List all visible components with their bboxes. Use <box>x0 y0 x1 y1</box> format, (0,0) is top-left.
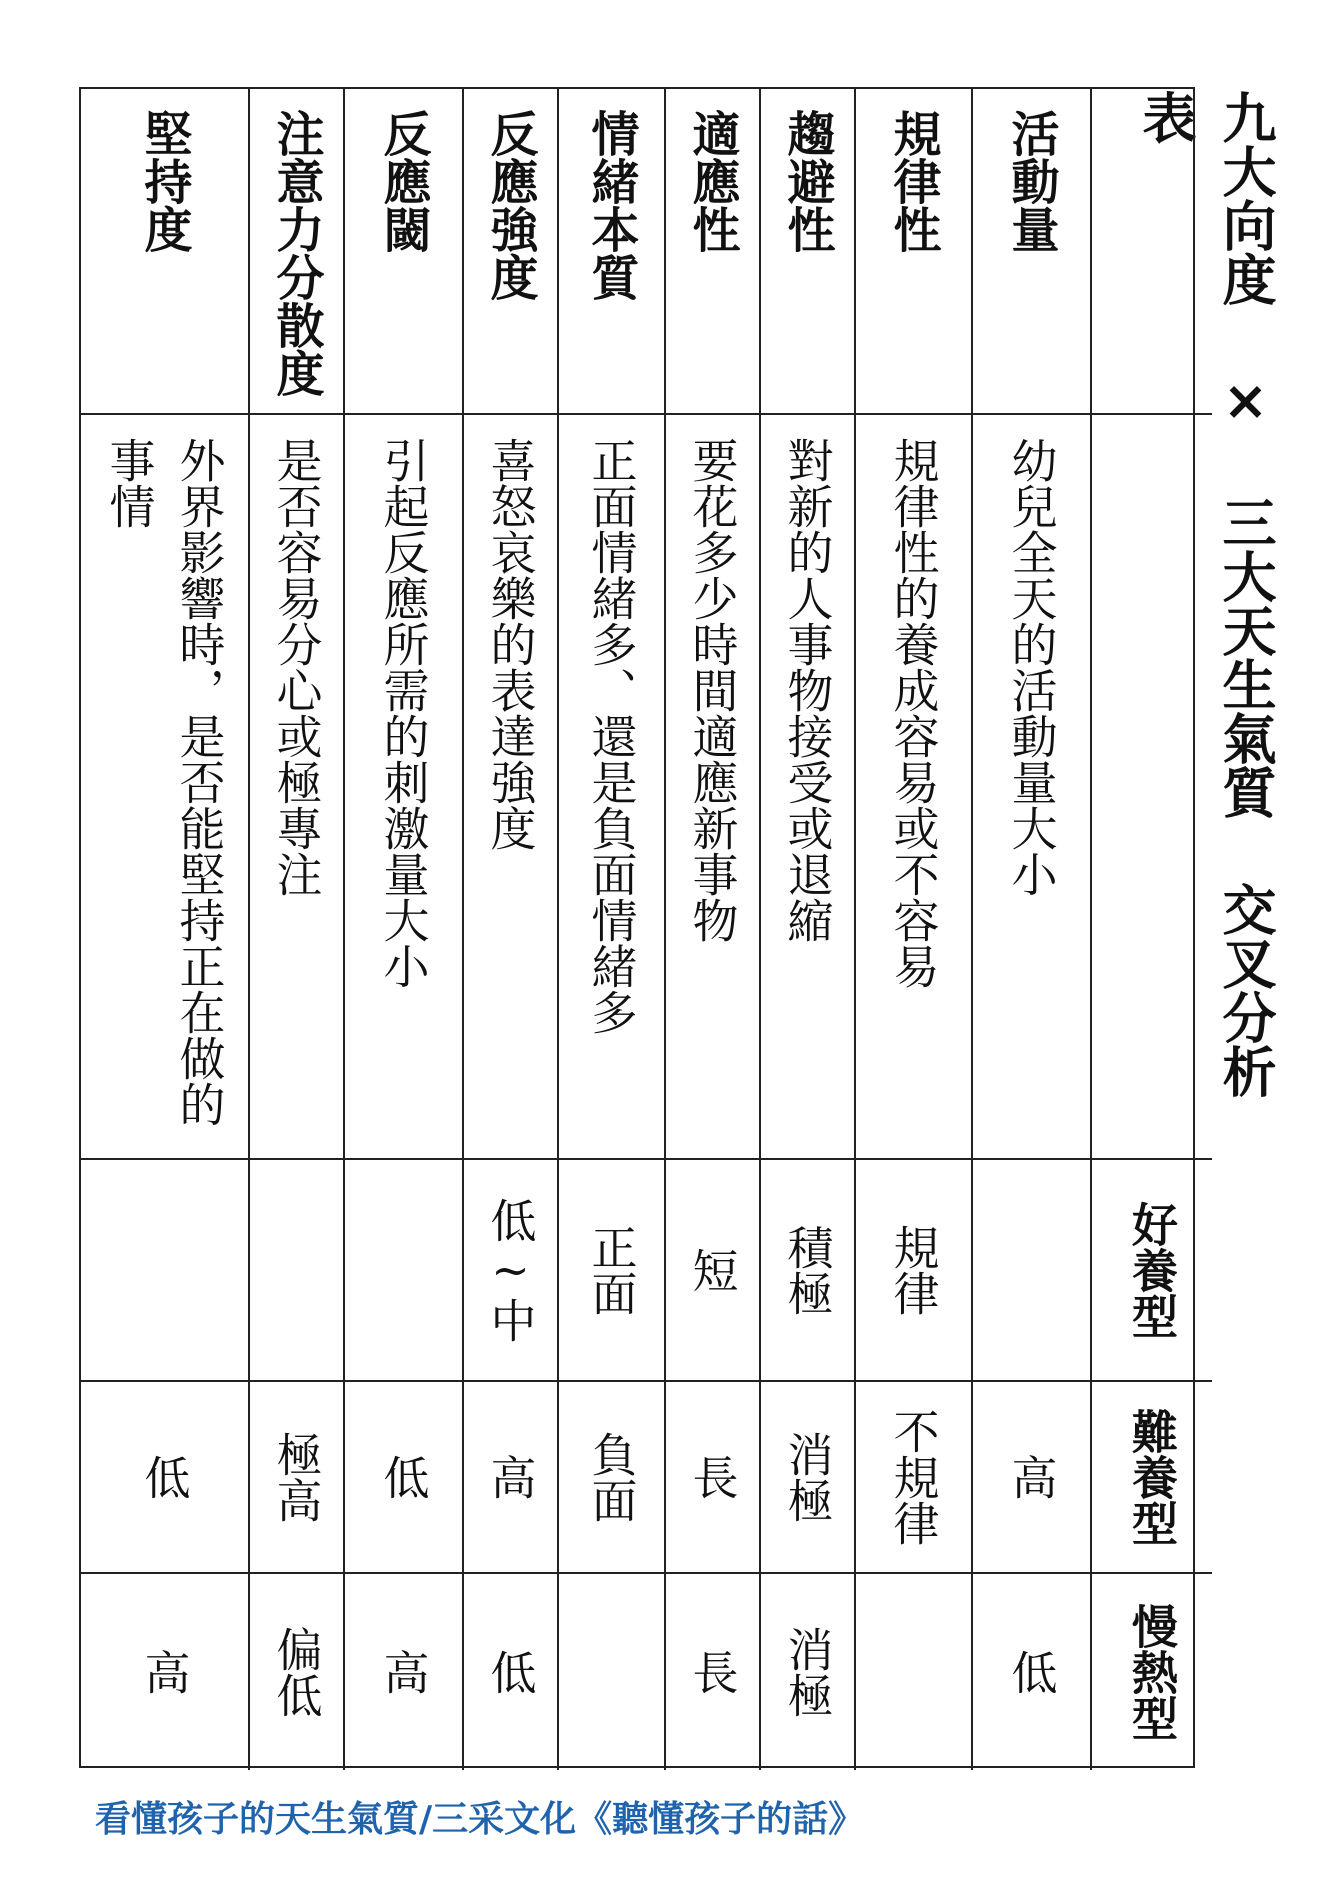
category-mood: 情緒本質 <box>559 89 666 415</box>
description-intensity: 喜怒哀樂的表達強度 <box>464 415 559 1160</box>
value-easy-distractibility <box>250 1160 345 1382</box>
value-slow-threshold: 高 <box>345 1574 464 1770</box>
value-difficult-rhythmicity: 不規律 <box>856 1382 973 1574</box>
category-threshold: 反應閾 <box>345 89 464 415</box>
category-intensity: 反應強度 <box>464 89 559 415</box>
value-slow-approach: 消極 <box>761 1574 856 1770</box>
header-corner-cell <box>1092 89 1212 415</box>
value-slow-activity: 低 <box>973 1574 1092 1770</box>
description-approach: 對新的人事物接受或退縮 <box>761 415 856 1160</box>
value-easy-approach: 積極 <box>761 1160 856 1382</box>
source-caption: 看懂孩子的天生氣質/三采文化《聽懂孩子的話》 <box>95 1799 865 1840</box>
value-easy-activity <box>973 1160 1092 1382</box>
header-slow-type: 慢熱型 <box>1125 1603 1179 1741</box>
category-activity: 活動量 <box>973 89 1092 415</box>
description-persistence: 外界影響時，是否能堅持正在做的事情 <box>81 415 250 1160</box>
value-difficult-mood: 負面 <box>559 1382 666 1574</box>
header-description-blank <box>1092 415 1212 1160</box>
value-slow-adaptability: 長 <box>666 1574 761 1770</box>
value-slow-persistence: 高 <box>81 1574 250 1770</box>
category-adaptability: 適應性 <box>666 89 761 415</box>
value-difficult-distractibility: 極高 <box>250 1382 345 1574</box>
value-easy-threshold <box>345 1160 464 1382</box>
value-difficult-activity: 高 <box>973 1382 1092 1574</box>
header-easy-type: 好養型 <box>1092 1160 1212 1382</box>
category-distractibility: 注意力分散度 <box>250 89 345 415</box>
category-persistence: 堅持度 <box>81 89 250 415</box>
page-title: 九大向度 × 三大天生氣質 交叉分析表 <box>1134 90 1277 1098</box>
value-difficult-adaptability: 長 <box>666 1382 761 1574</box>
description-adaptability: 要花多少時間適應新事物 <box>666 415 761 1160</box>
value-difficult-intensity: 高 <box>464 1382 559 1574</box>
value-easy-intensity: 低~中 <box>464 1160 559 1382</box>
temperament-table <box>79 87 1195 1768</box>
value-easy-adaptability: 短 <box>666 1160 761 1382</box>
value-difficult-approach: 消極 <box>761 1382 856 1574</box>
value-slow-rhythmicity <box>856 1574 973 1770</box>
value-easy-rhythmicity: 規律 <box>856 1160 973 1382</box>
description-rhythmicity: 規律性的養成容易或不容易 <box>856 415 973 1160</box>
value-slow-intensity: 低 <box>464 1574 559 1770</box>
category-rhythmicity: 規律性 <box>856 89 973 415</box>
value-slow-distractibility: 偏低 <box>250 1574 345 1770</box>
description-distractibility: 是否容易分心或極專注 <box>250 415 345 1160</box>
value-easy-mood: 正面 <box>559 1160 666 1382</box>
value-easy-persistence <box>81 1160 250 1382</box>
header-difficult-type: 難養型 <box>1092 1382 1212 1574</box>
description-activity: 幼兒全天的活動量大小 <box>973 415 1092 1160</box>
category-approach: 趨避性 <box>761 89 856 415</box>
description-threshold: 引起反應所需的刺激量大小 <box>345 415 464 1160</box>
value-difficult-threshold: 低 <box>345 1382 464 1574</box>
description-mood: 正面情緒多、還是負面情緒多 <box>559 415 666 1160</box>
value-slow-mood <box>559 1574 666 1770</box>
value-difficult-persistence: 低 <box>81 1382 250 1574</box>
